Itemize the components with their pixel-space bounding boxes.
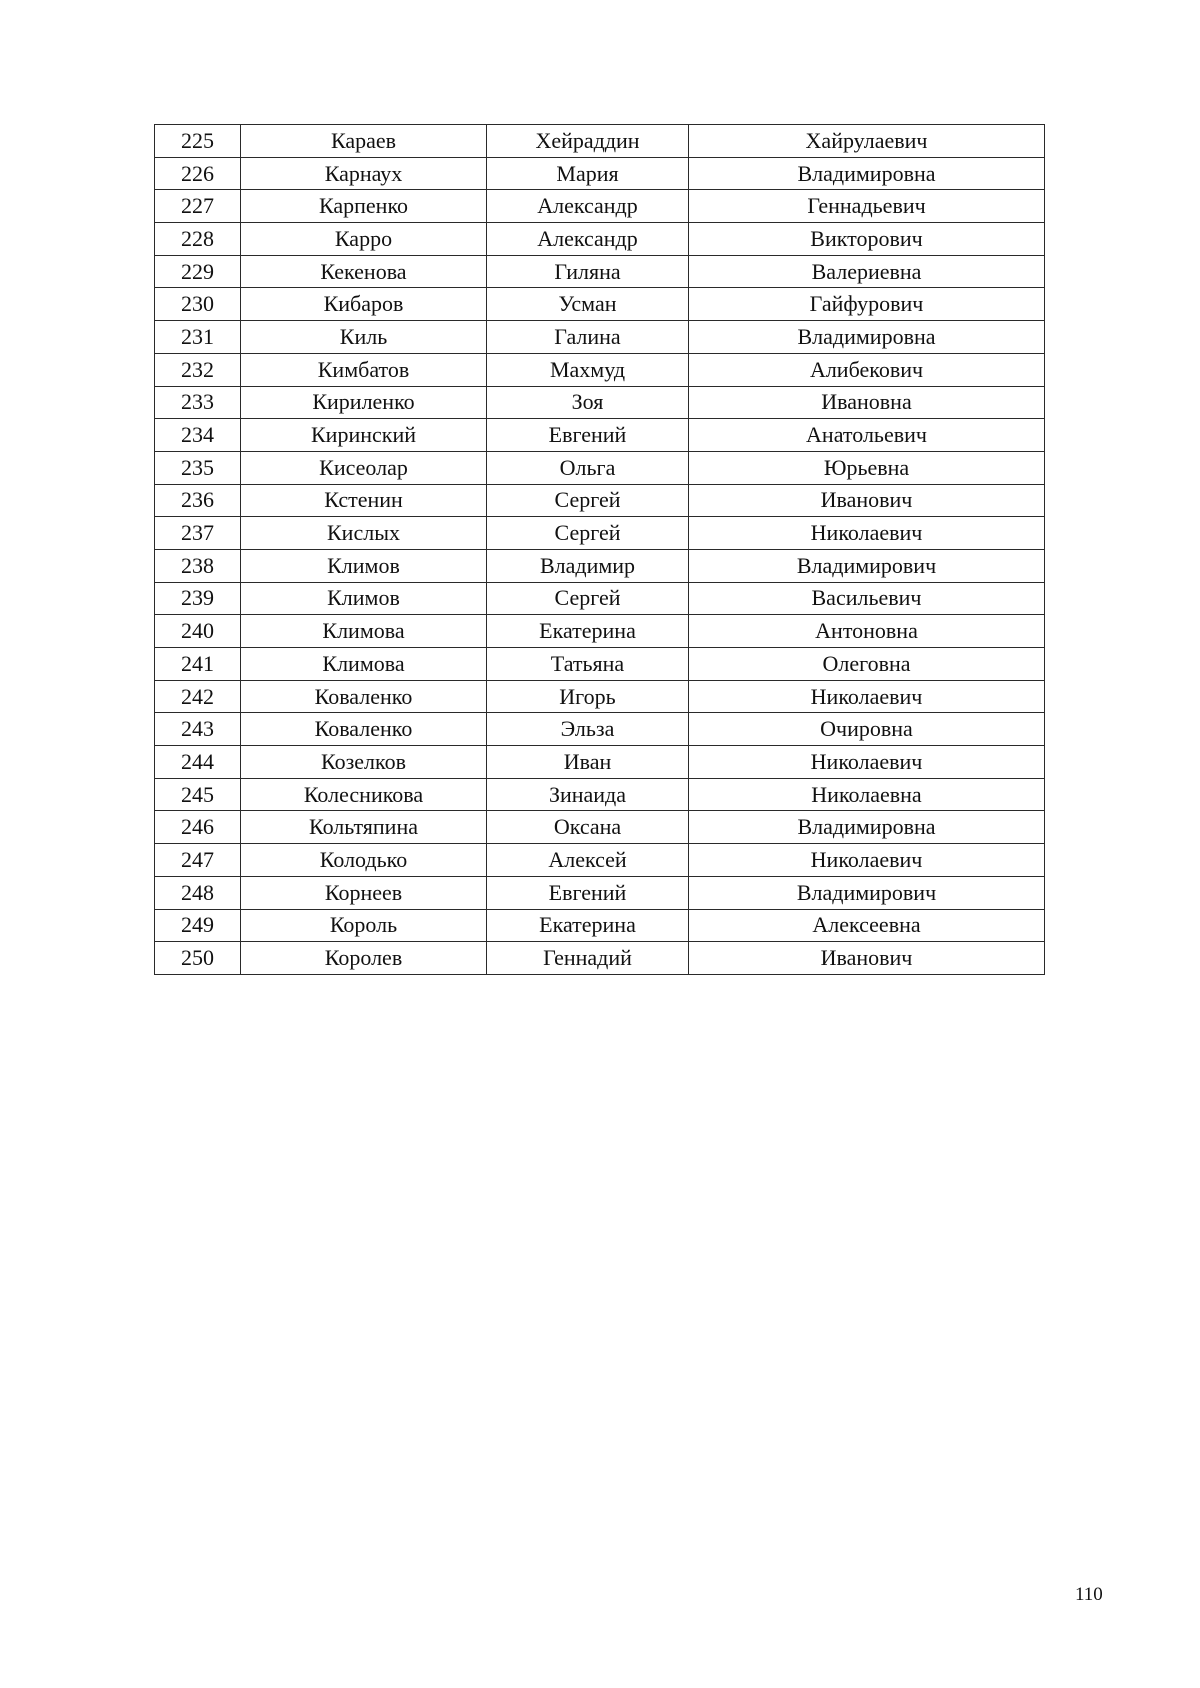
table-row [155, 876, 1045, 909]
row-number-cell: 229 [155, 255, 241, 288]
first-name-cell: Александр [487, 190, 689, 223]
last-name-cell: Кольтяпина [241, 811, 487, 844]
last-name-cell: Климов [241, 549, 487, 582]
last-name-cell: Королев [241, 942, 487, 975]
last-name-cell: Коваленко [241, 713, 487, 746]
row-number-cell: 249 [155, 909, 241, 942]
row-number-cell: 239 [155, 582, 241, 615]
patronymic-cell: Очировна [689, 713, 1045, 746]
first-name-cell: Махмуд [487, 353, 689, 386]
row-number-cell: 236 [155, 484, 241, 517]
row-number-cell: 243 [155, 713, 241, 746]
first-name-cell: Оксана [487, 811, 689, 844]
table-row [155, 582, 1045, 615]
first-name-cell: Хейраддин [487, 125, 689, 158]
patronymic-cell: Владимировна [689, 811, 1045, 844]
first-name-cell: Мария [487, 157, 689, 190]
row-number-cell: 248 [155, 876, 241, 909]
last-name-cell: Карнаух [241, 157, 487, 190]
table-row [155, 451, 1045, 484]
first-name-cell: Владимир [487, 549, 689, 582]
table-row [155, 484, 1045, 517]
table-row [155, 255, 1045, 288]
row-number-cell: 230 [155, 288, 241, 321]
first-name-cell: Гиляна [487, 255, 689, 288]
patronymic-cell: Валериевна [689, 255, 1045, 288]
table-row [155, 223, 1045, 256]
table-row [155, 125, 1045, 158]
first-name-cell: Иван [487, 746, 689, 779]
last-name-cell: Колодько [241, 844, 487, 877]
table-row [155, 909, 1045, 942]
last-name-cell: Кисеолар [241, 451, 487, 484]
first-name-cell: Геннадий [487, 942, 689, 975]
table-row [155, 549, 1045, 582]
row-number-cell: 245 [155, 778, 241, 811]
patronymic-cell: Владимировна [689, 321, 1045, 354]
patronymic-cell: Владимирович [689, 549, 1045, 582]
last-name-cell: Кекенова [241, 255, 487, 288]
first-name-cell: Евгений [487, 876, 689, 909]
patronymic-cell: Геннадьевич [689, 190, 1045, 223]
last-name-cell: Киринский [241, 419, 487, 452]
patronymic-cell: Юрьевна [689, 451, 1045, 484]
row-number-cell: 240 [155, 615, 241, 648]
first-name-cell: Ольга [487, 451, 689, 484]
table-row [155, 517, 1045, 550]
patronymic-cell: Антоновна [689, 615, 1045, 648]
patronymic-cell: Иванович [689, 484, 1045, 517]
row-number-cell: 250 [155, 942, 241, 975]
last-name-cell: Кимбатов [241, 353, 487, 386]
first-name-cell: Екатерина [487, 615, 689, 648]
last-name-cell: Кстенин [241, 484, 487, 517]
patronymic-cell: Анатольевич [689, 419, 1045, 452]
first-name-cell: Зинаида [487, 778, 689, 811]
table-row [155, 648, 1045, 681]
row-number-cell: 231 [155, 321, 241, 354]
table-row [155, 811, 1045, 844]
first-name-cell: Сергей [487, 517, 689, 550]
row-number-cell: 225 [155, 125, 241, 158]
last-name-cell: Колесникова [241, 778, 487, 811]
row-number-cell: 232 [155, 353, 241, 386]
table-row [155, 353, 1045, 386]
row-number-cell: 246 [155, 811, 241, 844]
first-name-cell: Александр [487, 223, 689, 256]
table-row [155, 778, 1045, 811]
table-row [155, 157, 1045, 190]
patronymic-cell: Николаевич [689, 517, 1045, 550]
last-name-cell: Король [241, 909, 487, 942]
row-number-cell: 238 [155, 549, 241, 582]
last-name-cell: Козелков [241, 746, 487, 779]
first-name-cell: Евгений [487, 419, 689, 452]
patronymic-cell: Викторович [689, 223, 1045, 256]
last-name-cell: Климова [241, 615, 487, 648]
patronymic-cell: Николаевич [689, 680, 1045, 713]
row-number-cell: 237 [155, 517, 241, 550]
first-name-cell: Сергей [487, 484, 689, 517]
patronymic-cell: Николаевич [689, 844, 1045, 877]
table-row [155, 680, 1045, 713]
row-number-cell: 242 [155, 680, 241, 713]
table-row [155, 942, 1045, 975]
first-name-cell: Усман [487, 288, 689, 321]
patronymic-cell: Владимирович [689, 876, 1045, 909]
table-row [155, 713, 1045, 746]
last-name-cell: Коваленко [241, 680, 487, 713]
last-name-cell: Климова [241, 648, 487, 681]
patronymic-cell: Хайрулаевич [689, 125, 1045, 158]
last-name-cell: Кислых [241, 517, 487, 550]
first-name-cell: Татьяна [487, 648, 689, 681]
first-name-cell: Алексей [487, 844, 689, 877]
row-number-cell: 241 [155, 648, 241, 681]
patronymic-cell: Николаевич [689, 746, 1045, 779]
patronymic-cell: Иванович [689, 942, 1045, 975]
row-number-cell: 244 [155, 746, 241, 779]
last-name-cell: Карро [241, 223, 487, 256]
patronymic-cell: Владимировна [689, 157, 1045, 190]
last-name-cell: Корнеев [241, 876, 487, 909]
patronymic-cell: Алибекович [689, 353, 1045, 386]
last-name-cell: Карпенко [241, 190, 487, 223]
last-name-cell: Кириленко [241, 386, 487, 419]
names-table [154, 124, 1045, 975]
last-name-cell: Караев [241, 125, 487, 158]
row-number-cell: 226 [155, 157, 241, 190]
first-name-cell: Галина [487, 321, 689, 354]
patronymic-cell: Гайфурович [689, 288, 1045, 321]
row-number-cell: 227 [155, 190, 241, 223]
row-number-cell: 234 [155, 419, 241, 452]
row-number-cell: 247 [155, 844, 241, 877]
first-name-cell: Эльза [487, 713, 689, 746]
table-row [155, 288, 1045, 321]
table-row [155, 419, 1045, 452]
row-number-cell: 235 [155, 451, 241, 484]
row-number-cell: 228 [155, 223, 241, 256]
last-name-cell: Кибаров [241, 288, 487, 321]
patronymic-cell: Николаевна [689, 778, 1045, 811]
table-row [155, 190, 1045, 223]
patronymic-cell: Ивановна [689, 386, 1045, 419]
names-table-body [155, 125, 1045, 975]
table-row [155, 321, 1045, 354]
first-name-cell: Зоя [487, 386, 689, 419]
first-name-cell: Игорь [487, 680, 689, 713]
last-name-cell: Киль [241, 321, 487, 354]
table-row [155, 615, 1045, 648]
last-name-cell: Климов [241, 582, 487, 615]
first-name-cell: Екатерина [487, 909, 689, 942]
row-number-cell: 233 [155, 386, 241, 419]
first-name-cell: Сергей [487, 582, 689, 615]
table-row [155, 844, 1045, 877]
patronymic-cell: Васильевич [689, 582, 1045, 615]
patronymic-cell: Олеговна [689, 648, 1045, 681]
table-row [155, 746, 1045, 779]
patronymic-cell: Алексеевна [689, 909, 1045, 942]
page-number: 110 [1075, 1584, 1103, 1605]
table-row [155, 386, 1045, 419]
